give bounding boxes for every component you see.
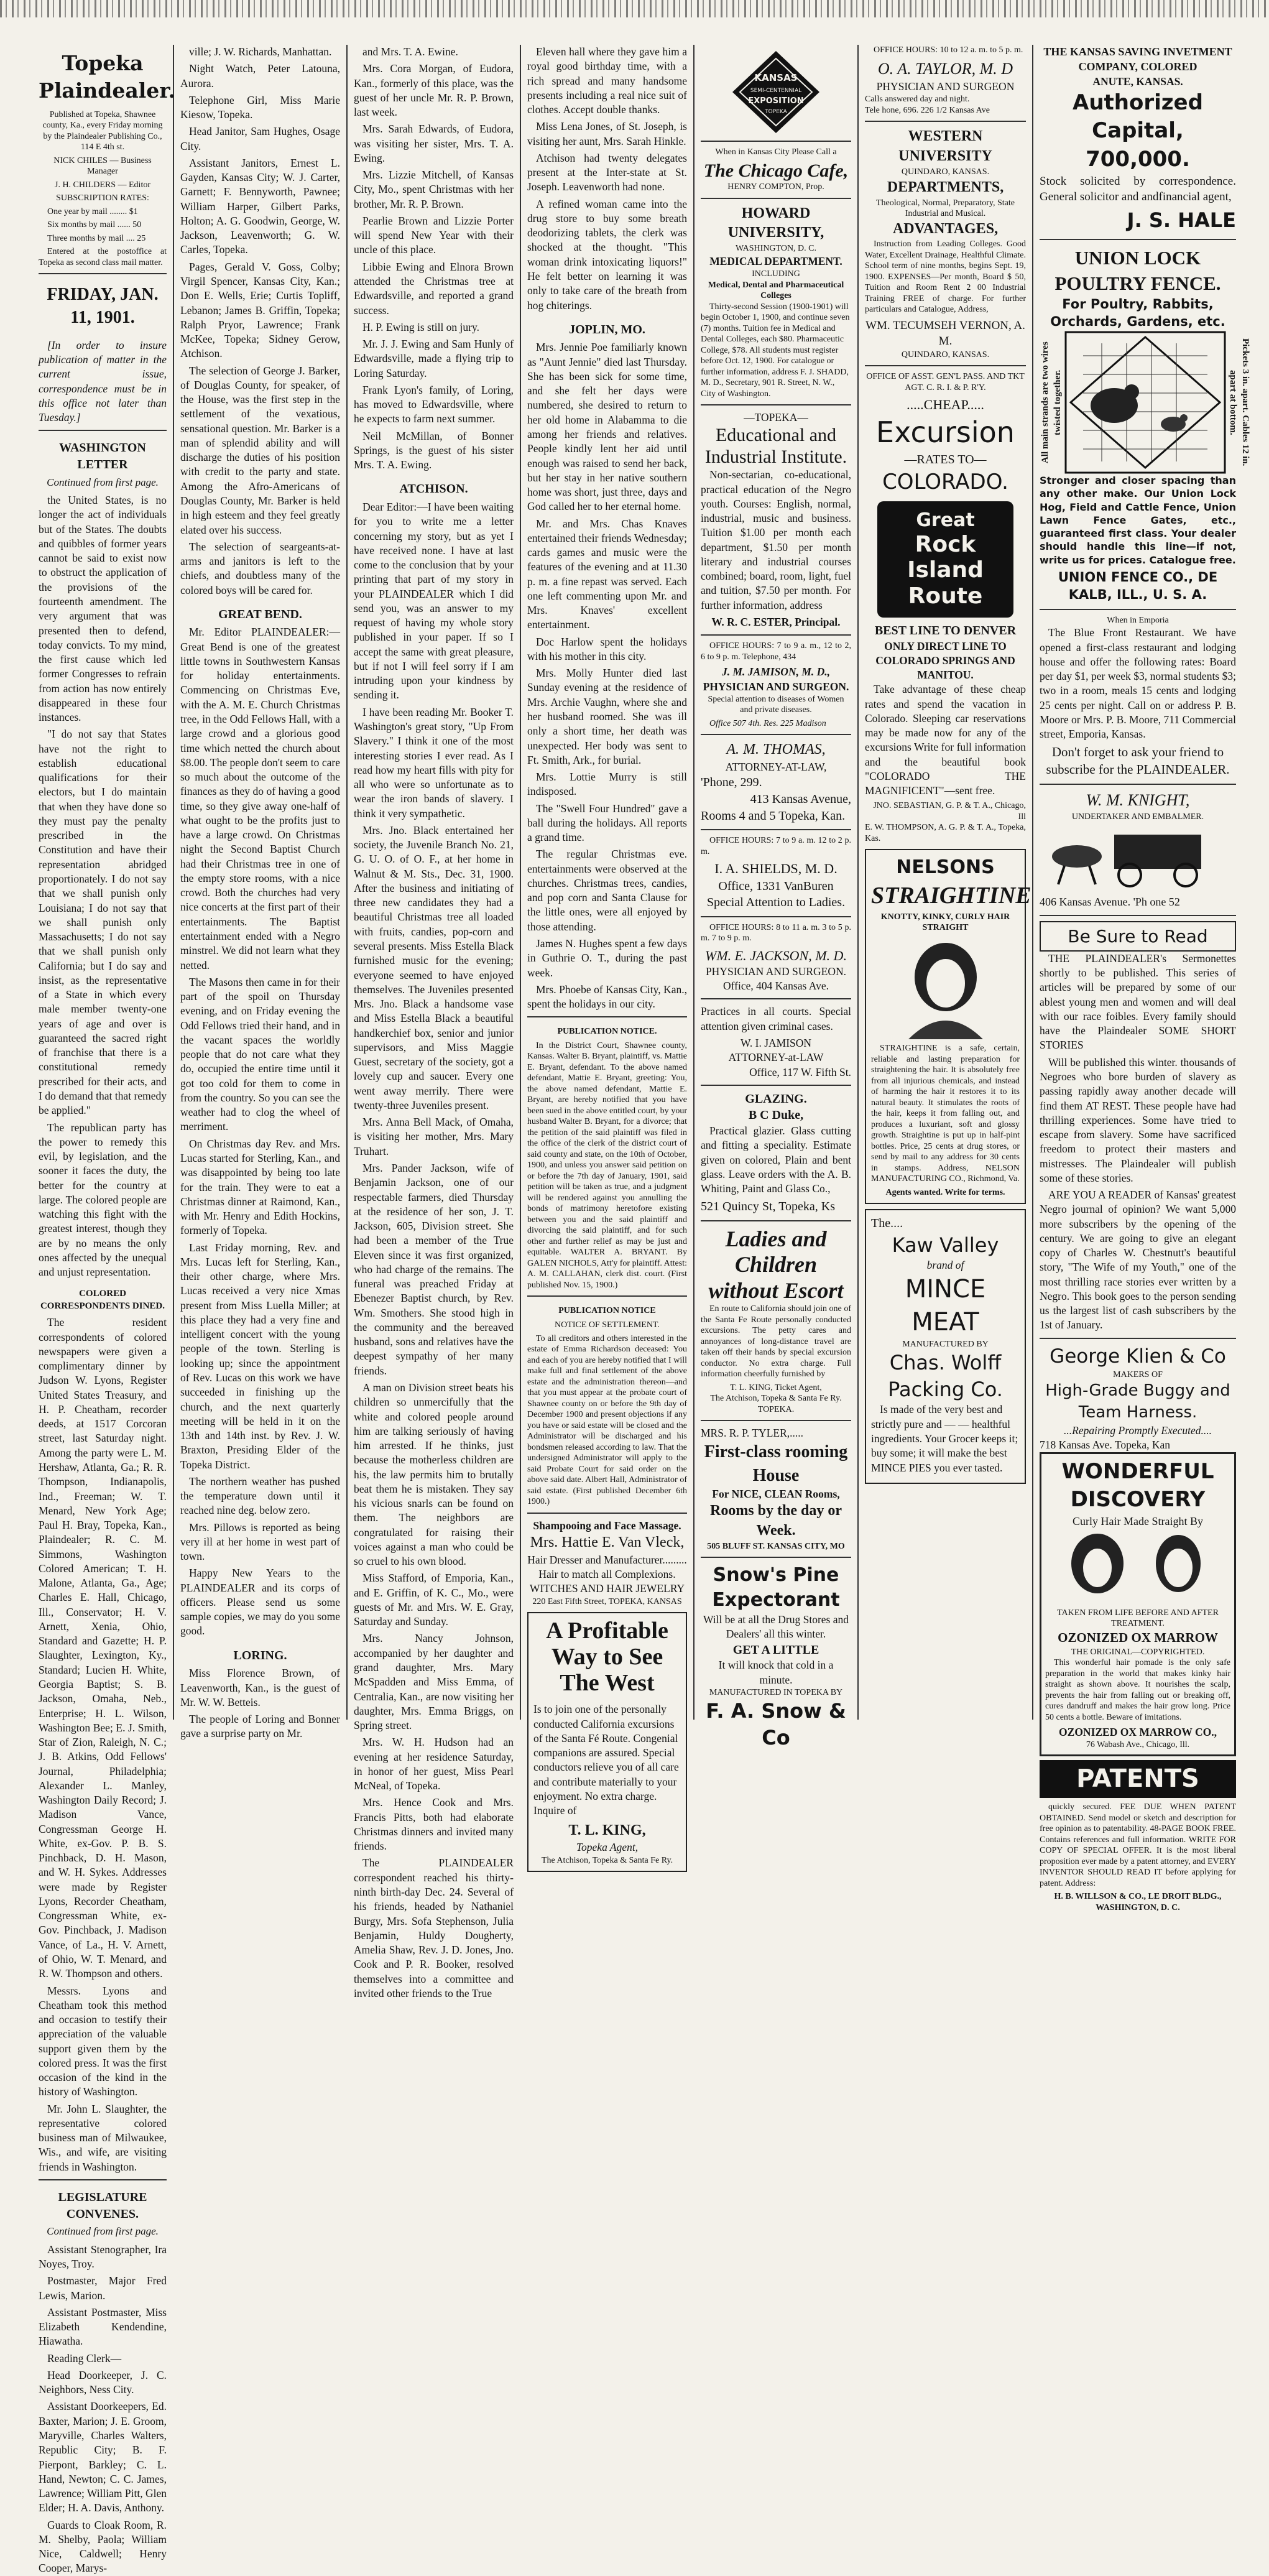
- paragraph: The "Swell Four Hundred" gave a ball during the holidays. All reports a grand time.: [527, 802, 687, 844]
- paragraph: Pages, Gerald V. Goss, Colby; Virgil Spencer, Kansas City, Kan.; Don E. Wells, Erie; Curtis Topliff, Lebanon; James B. Griffin, Topeka; Ralph Pryor, Lawrence; Frank McKee, Topeka; Sidney Gerow, Atchison.: [180, 260, 340, 360]
- ad-body: En route to California should join one of the Santa Fe Route personally conducted excursions. The petty cares and annoyances of long-distance travel are taken off their hands by special excursion conductor. No extra charge. Full information cheerfully furnished by: [701, 1304, 851, 1379]
- ad-line: 521 Quincy St, Topeka, Ks: [701, 1200, 835, 1214]
- before-after-portraits-icon: [1051, 1529, 1225, 1604]
- rate-line: Three months by mail .... 25: [47, 233, 146, 243]
- divider: [39, 2179, 167, 2180]
- patents-banner: PATENTS: [1040, 1760, 1236, 1798]
- office-hours: OFFICE HOURS: 10 to 12 a. m. to 5 p. m.: [874, 45, 1023, 55]
- ladies-children-headline: Ladies and Children without Escort: [708, 1226, 844, 1303]
- paragraph: Miss Florence Brown, of Leavenworth, Kan., is the guest of Mr. W. W. Betteis.: [180, 1667, 340, 1708]
- paragraph: The regular Christmas eve. entertainments were observed at the churches. Christmas trees, candies, and pop corn and Santa Clause for the little ones, were all enjoyed by those attending.: [527, 848, 687, 933]
- authorized-capital: Authorized Capital, 700,000.: [1073, 90, 1203, 172]
- ad-line: Office, 117 W. Fifth St.: [749, 1065, 851, 1078]
- ad-line: UNION FENCE CO., DE KALB, ILL., U. S. A.: [1058, 570, 1218, 602]
- paragraph: H. P. Ewing is still on jury.: [362, 320, 479, 333]
- ad-line: Rooms 4 and 5 Topeka, Kan.: [701, 808, 846, 823]
- paragraph: Messrs. Lyons and Cheatham took this method and occasion to testify their appreciation of the valuable support given them by the colored press. It was the first occasion of the kind in the history of Washington.: [39, 1984, 167, 2098]
- ad-line: For NICE, CLEAN Rooms,: [712, 1487, 840, 1500]
- george-klien-headline: George Klien & Co: [1050, 1345, 1226, 1368]
- paragraph: "I do not say that States have not the right to establish educational qualifications for their electors, but I do maintain that when they have done so they must pay the penalty prescribed in the Constitution and have their representation abridged proportionately. I do not say that we shall punish only Louisiana; I do not say that we shall punish only Massachusetts; I do not say that we shall punish only California; but I do say and insist, as the representative of a State in which every male member twenty-one years of age and over is guaranteed the sacred right of franchise that there is a constitutional remedy prescribed for their acts, and I do demand that that remedy be applied.": [39, 728, 167, 1117]
- ad-line: WITCHES AND HAIR JEWELRY: [529, 1582, 685, 1595]
- office-hours: OFFICE HOURS: 7 to 9 a. m. 12 to 2 p. m.: [701, 836, 851, 856]
- paragraph: and Mrs. T. A. Ewine.: [362, 45, 458, 58]
- ad-line: ADVANTAGES,: [892, 220, 999, 237]
- ad-line: Office 507 4th. Res. 225 Madison: [709, 718, 826, 728]
- divider: [1040, 609, 1236, 610]
- ad-body: Non-sectarian, co-educational, practical education of the Negro youth. Courses: English, normal, industrial, music and business. Tuition $1.00 per month each department, $1.50 per month literary and industrial courses combined; board, room, light, fuel and tuition, $7.50 per month. For further information, address: [701, 468, 851, 611]
- emblem-text: EXPOSITION: [748, 96, 804, 106]
- office-hours: OFFICE HOURS: 7 to 9 a. m., 12 to 2, 6 to 9 p. m. Telephone, 434: [701, 641, 851, 662]
- ad-line: MANUFACTURED BY: [902, 1339, 989, 1349]
- ad-line: Agents wanted. Write for terms.: [885, 1187, 1005, 1197]
- ad-line: —RATES TO—: [904, 453, 987, 467]
- ad-line: UNDERTAKER AND EMBALMER.: [1071, 812, 1204, 822]
- paragraph: The Masons then came in for their part of the spoil on Thursday evening, and on Friday evening the Odd Fellows tried their hand, and in the vacant spaces the worldly people that do not care what they do, occupied the entire time until it got too cold for them to come in from the country. So you can see the weather had to clog the wheel of merriment.: [180, 975, 340, 1133]
- woman-portrait-icon: [884, 934, 1008, 1039]
- ad-line: GLAZING.: [745, 1091, 807, 1106]
- divider: [701, 1220, 851, 1221]
- ad-line: TOPEKA.: [757, 1404, 795, 1414]
- emblem-text: KANSAS: [754, 72, 798, 83]
- divider: [39, 273, 167, 274]
- snows-pine-title: Expectorant: [712, 1589, 840, 1611]
- ad-line: MRS. R. P. TYLER,.....: [701, 1427, 803, 1440]
- ad-line: E. W. THOMPSON, A. G. P. & T. A., Topeka, Kas.: [865, 823, 1026, 843]
- ad-line: High-Grade Buggy and Team Harness.: [1045, 1381, 1230, 1422]
- paragraph: Mrs. Anna Bell Mack, of Omaha, is visiting her mother, Mrs. Mary Truhart.: [354, 1116, 514, 1157]
- paragraph: Mr. Editor PLAINDEALER:—Great Bend is one of the greatest little towns in Southwestern Kansas for holiday entertainments. Commencing on Christmas Eve, with the A. M. E. Church Christmas tree, in the Odd Fellows Hall, with a large crowd and a glorious good time which netted the church about $8.00. The people don't seem to care so much about the outcome of the finances as they do of having a good time, so they give away one-half of what ought to be the profits just to have a large crowd. On Christmas night the Second Baptist Church had their Christmas tree in one of the empty store rooms, with a nice crowd. Both the churches had very nice concerts at the first part of their entertainments. The Baptist entertainment ended with a Negro minstrel. We did not learn what they netted.: [180, 626, 340, 971]
- paragraph: Assistant Janitors, Ernest L. Gayden, Kansas City; W. J. Carter, Garnett; F. Bennyworth, Pawnee; William Harper, Gilbert Parks, Holton; A. G. Goodwin, George, W. Jackson, Leavenworth; G. W. Carles, Topeka.: [180, 156, 340, 256]
- paragraph: Mrs. Jno. Black entertained her society, the Juvenile Branch No. 21, G. U. O. of O. F., at her home in Walnut & M. Sts., Dec. 31, 1900. After the business and initiating of three new candidates they had a beautiful Christmas tree all loaded with fruits, candies, pop-corn and several presents. Miss Estella Black furnished music for the evening; everyone seemed to have enjoyed themselves. The Juveniles presented Mrs. Jno. Black a handsome vase and Miss Estella Black a beautiful handkerchief box, senior and junior supervisors, and Miss Maggie Guest, secretary of the society, got a lovely cup and saucer. Every one went away merrily. There were twenty-three Juveniles present.: [354, 823, 514, 1111]
- ad-line: HOWARD UNIVERSITY,: [727, 205, 824, 241]
- column-2: [174, 45, 348, 1740]
- paragraph: Postmaster, Major Fred Lewis, Marion.: [39, 2274, 167, 2302]
- ad-body: The Blue Front Restaurant. We have opened a first-class restaurant and lodging house and offer the following rates: Board per day $1, per week $3, normal students $3; two in a room, meals 15 cents and lodging 25 cents per night. Call on or address P. B. Moore or Mrs. P. B. Moore, 711 Commercial street, Emporia, Kansas.: [1040, 626, 1236, 741]
- ad-line: Theological, Normal, Preparatory, State Industrial and Musical.: [875, 198, 1015, 219]
- divider: [527, 1016, 687, 1017]
- column-6: [859, 45, 1033, 1720]
- exposition-emblem-icon: [726, 49, 826, 136]
- ad-line: OZONIZED OX MARROW: [1058, 1629, 1218, 1645]
- legal-notice: To all creditors and others interested in the estate of Emma Richardson deceased: You and each of you are hereby notified that I will make full and final settlement of the above estate and the administration thereon—and that you must appear at the probate court of Shawnee county on or before the 9th day of December 1900 and present objections if any you have or said estate will be closed and the Administrator will be discharged and his bondsmen released according to law. That the undersigned Administrator will apply to the said Probate Court for said order on the above said date. Albert Hall, Administrator of said estate. (First published December 6th 1900.): [527, 1333, 687, 1507]
- divider: [701, 829, 851, 830]
- ad-line: J. S. HALE: [1127, 208, 1236, 233]
- ad-line: J. M. JAMISON, M. D.,: [721, 665, 831, 679]
- ad-line: For Poultry, Rabbits, Orchards, Gardens, etc.: [1050, 297, 1225, 330]
- washington-letter-sub: Continued from first page.: [47, 476, 159, 488]
- column-4: [521, 45, 694, 1865]
- ad-body: Is to join one of the personally conducted California excursions of the Santa Fé Route. Congenial companions are assured. Special conductors relieve you of all care and contribute materially to your enjoyment. No extra charge. Inquire of: [533, 1703, 679, 1817]
- paragraph: A refined woman came into the drug store to buy some breath deodorizing tablets, the clerk was shocked at the thought. "This woman drink intoxicating liquors!" He felt better on learning it was only to take care of the breath from hog chiterings.: [527, 197, 687, 312]
- paragraph: The selection of seargeants-at-arms and janitors is left to the chiefs, and doubtless many of the colored boys will be cared for.: [180, 540, 340, 596]
- paragraph: The republican party has the power to remedy this evil, by legislation, and the sooner it faces the duty, the better for the country at large. The colored people are watching this fight with the greatest interest, though they are by no means the only ones affected by the unequal and unjust representation.: [39, 1121, 167, 1279]
- ad-line: Mrs. Hattie E. Van Vleck,: [530, 1534, 685, 1550]
- fence-caption-right: Pickets 3 in. apart. Cables 12 in. apart at bottom.: [1227, 338, 1250, 466]
- ad-line: OFFICE OF ASST. GEN'L PASS. AND TKT AGT. C. R. I. & P. R'Y.: [866, 372, 1025, 392]
- ad-body: This wonderful hair pomade is the only safe preparation in the world that makes kinky hair straight as shown above. It nourishes the scalp, prevents the hair from falling out or breaking off, cures dandruff and makes the hair grow long. Price 50 cents a bottle. Beware of imitations.: [1045, 1658, 1230, 1722]
- paragraph: I have been reading Mr. Booker T. Washington's great story, "Up From Slavery." I think it one of the most interesting stories I ever read. As I read how my heart fills with pity for all who were so unfortunate as to wear the iron bands of slavery. I think it very sympathetic.: [354, 705, 514, 820]
- correspondence-notice: [In order to insure publication of matter in the current issue, correspondence must be in this office not later than Tuesday.]: [39, 338, 167, 424]
- ad-line: WONDERFUL: [1061, 1459, 1214, 1485]
- emblem-text: TOPEKA: [765, 109, 787, 115]
- divider: [527, 1513, 687, 1514]
- ox-marrow-ad: [1040, 1452, 1236, 1756]
- ad-line: .....CHEAP.....: [907, 397, 984, 412]
- chicago-cafe-title: The Chicago Cafe,: [703, 160, 849, 181]
- paragraph: Mrs. Phoebe of Kansas City, Kan., spent the holidays in our city.: [527, 983, 687, 1011]
- paragraph: James N. Hughes spent a few days in Guthrie O. T., during the past week.: [527, 937, 687, 979]
- paragraph: Mr. and Mrs. Chas Knaves entertained their friends Wednesday; cards games and music were the features of the evening and at 11.30 p. m. a fine repast was served. Each one left commenting upon Mr. and Mrs. Knaves' excellent entertainment.: [527, 517, 687, 631]
- ad-line: WASHINGTON, D. C.: [735, 244, 817, 254]
- be-sure-to-read: Be Sure to Read: [1040, 921, 1236, 952]
- paragraph: Head Doorkeeper, J. C. Neighbors, Ness City.: [39, 2368, 167, 2396]
- paragraph: A man on Division street beats his children so unmercifully that the white and colored people around him are talking seriously of having him arrested. If he thinks, just because the motherless children are his, the law permits him to brutally beat them he is mistaken. They say his vicious snarls can be found on them. The neighbors are congratulated for raising their voices against a man who could be so cruel to his own blood.: [354, 1381, 514, 1568]
- paragraph: Assistant Stenographer, Ira Noyes, Troy.: [39, 2243, 167, 2271]
- ad-line: TAKEN FROM LIFE BEFORE AND AFTER TREATMENT.: [1057, 1608, 1219, 1629]
- ad-body: quickly secured. FEE DUE WHEN PATENT OBTAINED. Send model or sketch and description for free opinion as to patentability. 48-PAGE BOOK FREE. Contains references and full information. WRITE FOR COPY OF SPECIAL OFFER. It is the most liberal proposition ever made by a patent attorney, and EVERY INVENTOR SHOULD READ IT before applying for patent. Address:: [1040, 1802, 1236, 1888]
- ad-line: Special attention to diseases of Women and private diseases.: [708, 694, 844, 715]
- ad-body: Thirty-second Session (1900-1901) will begin October 1, 1900, and continue seven (7) months. Tuition fee in Medical and Dental Colleges, each $80. Pharmaceutic College, $78. All students must register before Oct. 12, 1900. For catalogue or further information, address F. J. SHADD, M. D., Secretary, 901 R. Street, N. W., City of Washington.: [701, 302, 850, 399]
- issue-date: FRIDAY, JAN. 11, 1901.: [47, 285, 159, 328]
- paragraph: Mrs. Jennie Poe familiarly known as "Aunt Jennie" died last Thursday. She has been sick for some time, and she felt her days were numbered, she desired to return to her old home in Alabamma to die among her friends and relatives. People kindly lent her aid until enough was raised to send her back, but her stay in her native southern home was short, just three, days and God called her to her eternal home.: [527, 341, 687, 513]
- ad-line: BEST LINE TO DENVER: [874, 623, 1017, 637]
- paragraph: Guards to Cloak Room, R. M. Shelby, Paola; William Nice, Caldwell; Henry Cooper, Marys-: [39, 2518, 167, 2575]
- ad-line: MAKERS OF: [1113, 1369, 1163, 1379]
- divider: [701, 734, 851, 735]
- rate-line: Six months by mail ...... 50: [47, 220, 142, 230]
- paragraph: Mr. J. J. Ewing and Sam Hunly of Edwardsville, made a flying trip to Loring Saturday.: [354, 338, 514, 379]
- paragraph: Atchison had twenty delegates present at the Inter-state at St. Joseph. Leavenworth had none.: [527, 151, 687, 193]
- rates-title: SUBSCRIPTION RATES:: [56, 193, 149, 203]
- ad-body: THE PLAINDEALER's Sermonettes shortly to be published. This series of articles will be prepared by some of our ablest young men and women and will deal with our race foibles. Every family should have the Plaindealer SOME SHORT STORIES: [1040, 952, 1236, 1052]
- paragraph: Mrs. Molly Hunter died last Sunday evening at the residence of Mrs. Archie Vaughn, where she and her husband roomed. She was ill only a short time, her death was unexpected. Her body was sent to Ft. Smith, Ark., for burial.: [527, 667, 687, 766]
- divider: [701, 1557, 851, 1558]
- ad-line: Curly Hair Made Straight By: [1073, 1514, 1203, 1527]
- ad-body: Practical glazier. Glass cutting and fitting a speciality. Estimate given on colored, Plain and bent glass. Leave orders with the A. B. Whiting, Paint and Glass Co.,: [701, 1124, 851, 1195]
- ad-line: QUINDARO, KANSAS.: [901, 167, 990, 177]
- paragraph: Mrs. Pillows is reported as being very ill at her home in west part of town.: [180, 1521, 340, 1563]
- paragraph: The resident correspondents of colored newspapers were given a complimentary dinner by Judson W. Lyons, Register United States Treasury, and H. P. Cheatham, recorder deeds, at 1517 Corcoran street, last Saturday night. Among the party were L. M. Hershaw, Atlanta, Ga.; R. R. Thompson, Indianapolis, Ind., Freeman; W. T. Menard, New York Age; Paul H. Bray, Topeka, Kan., Plaindealer; R. C. M. Simmons, Washington Colored American; T. H. Malone, Atlanta, Ga., Age; Charles E. Hall, Chicago, Ill., Conservator; H. V. Arnett, Xenia, Ohio, Standard and Gazette; H. P. Slaughter, Lexington, Ky., Standard; Lucien H. White, Georgia Baptist; S. B. Jackson, Omaha, Neb., Enterprise; H. L. Wilson, Washington Bee; E. J. Smith, Star of Zion, Raleigh, N. C.; J. B. Atkins, Odd Fellows' Journal, Philadelphia; Alexander L. Manley, Washington Daily Record; J. Madison Vance, Congressman George H. White, ex-Gov. P. B. S. Pinchback, D. H. Mason, and W. H. Sykes. Addresses were made by Register Lyons, Recorder Cheatham, Congressman White, ex-Gov. Pinchback, J. Madison Vance, of La., H. V. Arnett, of Ohio, W. T. Menard, and R. W. Thompson and others.: [39, 1316, 167, 1980]
- ad-line: 413 Kansas Avenue,: [750, 792, 851, 807]
- ad-line: MANUFACTURED IN TOPEKA BY: [709, 1687, 843, 1697]
- legislature-title: LEGISLATURE CONVENES.: [58, 2190, 147, 2221]
- ad-line: WESTERN UNIVERSITY: [898, 128, 992, 165]
- paragraph: Reading Clerk—: [47, 2351, 122, 2365]
- divider: [701, 141, 851, 142]
- ad-line: Special Attention to Ladies.: [706, 896, 846, 910]
- hairdresser-ad: [527, 1519, 687, 1607]
- fence-illustration-row: [1040, 331, 1250, 474]
- ad-line: W. R. C. ESTER, Principal.: [711, 616, 841, 628]
- divider: [39, 430, 167, 431]
- paragraph: Miss Stafford, of Emporia, Kan., and E. Griffin, of K. C., Mo., were guests of Mr. and Mrs. W. E. Gray, Saturday and Sunday.: [354, 1572, 514, 1628]
- masthead-manager: NICK CHILES — Business Manager: [53, 155, 152, 177]
- divider: [865, 365, 1026, 366]
- column-7: [1033, 45, 1250, 1912]
- ad-line: ONLY DIRECT LINE TO COLORADO SPRINGS AND MANITOU.: [875, 639, 1015, 682]
- poultry-fence-icon: [1064, 331, 1226, 474]
- mince-meat-headline: MINCE MEAT: [905, 1274, 986, 1337]
- paragraph: Mr. John L. Slaughter, the representative colored business man of Milwaukee, Wis., and wife, are visiting friends in Washington.: [39, 2102, 167, 2173]
- ad-line: THE ORIGINAL—COPYRIGHTED.: [1071, 1647, 1205, 1657]
- masthead-title: Topeka Plaindealer.: [39, 51, 176, 103]
- ad-line: DEPARTMENTS,: [887, 178, 1004, 195]
- ad-body: STRAIGHTINE is a safe, certain, reliable and lasting preparation for straightening the hair. It is absolutely free from all injurious chemicals, and instead of harming the hair it restores it to its natural beauty. It stimulates the roots of the hair, keeps it from falling out, and produces a luxuriant, soft and glossy growth. Straightine is put up in half-pint bottles. Price, 25 cents at drug stores, or send by mail to any address for 30 cents in stamps. Address, NELSON MANUFACTURING CO., Richmond, Va.: [871, 1044, 1020, 1184]
- column-5: [694, 45, 859, 1749]
- ad-line: I. A. SHIELDS, M. D.: [714, 861, 838, 877]
- paragraph: Mrs. Lottie Murry is still indisposed.: [527, 771, 687, 798]
- paragraph: Eleven hall where they gave him a royal good birthday time, with a rich spread and many handsome presents including a real nice suit of clothes. Accept double thanks.: [527, 45, 687, 116]
- paragraph: Assistant Doorkeepers, Ed. Baxter, Marion; J. E. Groom, Maryville, Charles Walters, Republic City; B. F. Pierpont, Barkley; C. L. Hand, Newton; C. C. James, Lawrence; William Pitt, Glen Elder; H. A. Davis, Anthony.: [39, 2400, 167, 2514]
- ad-line: THE KANSAS SAVING INVETMENT COMPANY, COLORED: [1043, 45, 1232, 73]
- divider: [701, 1085, 851, 1086]
- ad-line: INCLUDING: [752, 269, 800, 279]
- legislature-sub: Continued from first page.: [47, 2225, 159, 2238]
- ad-headline: A Profitable Way to See The West: [546, 1618, 668, 1696]
- paragraph: On Christmas day Rev. and Mrs. Lucas started for Sterling, Kan., and was disappointed by being too late for the train. They were to eat a Christmas dinner at Raimond, Kan., with Mr. Henry and Edith Hockins, formerly of Topeka.: [180, 1137, 340, 1237]
- snows-pine-title: Snow's Pine: [713, 1564, 839, 1587]
- divider: [701, 998, 851, 999]
- paragraph: Mrs. Sarah Edwards, of Eudora, was visiting her sister, Mrs. T. A. Ewing.: [354, 123, 514, 164]
- paragraph: Pearlie Brown and Lizzie Porter will spend New Year with their uncle of this place.: [354, 214, 514, 256]
- divider: [1040, 1338, 1236, 1339]
- atchison-title: ATCHISON.: [399, 482, 468, 496]
- ad-line: OZONIZED OX MARROW CO.,: [1059, 1726, 1217, 1739]
- rate-line: One year by mail ........ $1: [47, 206, 138, 216]
- ad-line: T. L. KING,: [568, 1822, 646, 1838]
- ad-body: Instruction from Leading Colleges. Good Water, Excellent Drainage, Healthful Climate. School term of nine months, begins Sept. 19, 1900. EXPENSES—Per month, Board $ 50, Tuition and Room Rent 2 00 Industrial Training FREE of charge. For further particulars and Catalogue, Address,: [865, 239, 1026, 315]
- ad-line: When in Emporia: [1107, 615, 1169, 625]
- logo-text: Rock Island: [907, 531, 984, 583]
- ad-line: 718 Kansas Ave. Topeka, Kan: [1040, 1438, 1171, 1451]
- hearse-carriage-icon: [1040, 822, 1232, 891]
- great-bend-title: GREAT BEND.: [218, 607, 302, 621]
- ad-line: Hair to match all Complexions.: [538, 1567, 676, 1580]
- ad-line: When in Kansas City Please Call a: [715, 147, 837, 157]
- ad-line: B C Duke,: [748, 1108, 804, 1123]
- divider: [865, 121, 1026, 122]
- ad-line: Kaw Valley: [892, 1233, 999, 1257]
- ad-line: WM. E. JACKSON, M. D.: [705, 947, 847, 963]
- paragraph: Happy New Years to the PLAINDEALER and its corps of officers. Please send us some sample copies, we may do you some good.: [180, 1567, 340, 1638]
- ad-line: QUINDARO, KANSAS.: [901, 350, 990, 359]
- ad-line: W. I. JAMISON: [740, 1037, 812, 1049]
- ad-line: Chas. Wolff Packing Co.: [888, 1351, 1003, 1401]
- paragraph: The selection of George J. Barker, of Douglas County, for speaker, of the House, was the first step in the settlement of the vexatious, sensational question. Mr. Barker is a man of splendid ability and will discharge the duties of his position with credit to the party and state. Among the Afro-Americans of Douglas County, Mr. Barker is held in high esteem and they feel greatly elated over his success.: [180, 364, 340, 536]
- ad-line: ATTORNEY-at-LAW: [728, 1051, 824, 1064]
- office-hours: OFFICE HOURS: 8 to 11 a. m. 3 to 5 p. m. 7 to 9 p. m.: [701, 922, 851, 943]
- ad-line: T. L. KING, Ticket Agent,: [730, 1383, 822, 1392]
- ad-line: WM. TECUMSEH VERNON, A. M.: [865, 318, 1025, 348]
- paragraph: Mrs. Cora Morgan, of Eudora, Kan., formerly of this place, was the guest of her uncle Mr. R. P. Brown, last week.: [354, 62, 514, 119]
- ad-line: GET A LITTLE: [732, 1642, 819, 1657]
- ad-line: O. A. TAYLOR, M. D: [877, 59, 1013, 78]
- nelsons-straightine-ad: [865, 849, 1031, 1204]
- loring-title: LORING.: [233, 1648, 287, 1662]
- paragraph: ville; J. W. Richards, Manhattan.: [189, 45, 332, 58]
- ad-line: Topeka Agent,: [576, 1841, 639, 1854]
- paragraph: Dear Editor:—I have been waiting for you to write me a letter concerning my story, but as yet I have received none. I have at last come to the conclusion that by your printing that part of my story in your PLAINDEALER which I did send you, was an answer to my request of having my whole story published in your paper. If so I accept the same with great pleasure, but if not I will feel sorry if I am intruding upon your kindness by sending it.: [354, 501, 514, 702]
- paragraph: Miss Lena Jones, of St. Joseph, is visiting her aunt, Mrs. Sarah Hinkle.: [527, 120, 687, 147]
- ad-line: The Atchison, Topeka & Santa Fe Ry.: [541, 1855, 673, 1865]
- ad-line: brand of: [926, 1259, 964, 1272]
- ad-line: The Atchison, Topeka & Santa Fe Ry.: [710, 1394, 842, 1404]
- rooming-house-headline: First-class rooming House: [704, 1442, 848, 1485]
- ad-line: Rooms by the day or Week.: [709, 1503, 842, 1539]
- ad-line: Shampooing and Face Massage.: [533, 1519, 681, 1532]
- column-3: [348, 45, 521, 1999]
- ad-line: Calls answered day and night.: [865, 95, 970, 104]
- ad-line: PHYSICIAN AND SURGEON: [876, 80, 1015, 93]
- institute-title: Educational and Industrial Institute.: [704, 425, 847, 467]
- masthead-published: Published at Topeka, Shawnee county, Ka., every Friday morning by the Plaindealer Publishing Co., 114 E 4th st.: [42, 109, 163, 152]
- ad-line: H. B. WILLSON & CO., LE DROIT BLDG., WASHINGTON, D. C.: [1054, 1892, 1222, 1912]
- paragraph: Mrs. Pander Jackson, wife of Benjamin Jackson, one of our respectable farmers, died Thursday at the residence of her son, J. T. Jackson, 605, Division street. She had been a member of the True Eleven since it was first organized, who had charge of the remains. The funeral was preached Friday at Ebenezer Baptist church, by Rev. Wm. Smothers. She stood high in the community and the bereaved husband, sons and relatives have the deepest sympathy of her many friends.: [354, 1161, 514, 1377]
- divider: [701, 916, 851, 917]
- rock-island-logo: [877, 501, 1013, 618]
- santa-fe-west-ad: [527, 1612, 687, 1872]
- ad-line: 76 Wabash Ave., Chicago, Ill.: [1086, 1740, 1190, 1750]
- logo-text: Great: [916, 509, 975, 532]
- ad-line: COLORADO.: [882, 470, 1008, 495]
- divider: [527, 1295, 687, 1297]
- ad-line: 220 East Fifth Street, TOPEKA, KANSAS: [532, 1596, 682, 1606]
- ad-body: Will be published this winter. thousands of Negroes who bore burden of slavery as passing rapidly away another decade will find them AT REST. These people have had thrilling experiences. Some have tried to escape from slavery. Some have sacrificed freedom to protect their masters and mistresses. The Plaindealer will publish some of these stories.: [1040, 1055, 1236, 1184]
- legal-notice: In the District Court, Shawnee county, Kansas. Walter B. Bryant, plaintiff, vs. Mattie E. Bryant, defendant. To the above named defendant, Mattie E. Bryant, greeting: You, the above named defendant, Mattie E. Bryant, are hereby notified that you have been sued in the above entitled court, by your husband Walter B. Bryant, for a divorce; that the petition of the said plaintiff was filed in the office of the clerk of the district court of said county and state, on the 10th of October, 1900, and unless you answer said petition on or before the 7th day of January, 1901, said petition will be taken as true, and a judgment will be rendered against you annulling the bonds of matrimony heretofore existing between you and the said plaintiff and divorcing the said plaintiff, and for such other and further relief as may be just and equitable. WALTER A. BRYANT. By GALEN NICHOLS, Att'y for plaintiff. Attest: A. M. CALLAHAN, clerk dist. court. (First published Nov. 15, 1900.): [527, 1040, 687, 1290]
- ad-line: 406 Kansas Avenue. 'Ph one 52: [1040, 895, 1180, 908]
- ad-line: DISCOVERY: [1070, 1487, 1206, 1513]
- howard-university-ad: [701, 204, 851, 400]
- ad-body: Practices in all courts. Special attention given criminal cases.: [701, 1005, 851, 1032]
- emblem-text: SEMI-CENTENNIAL: [750, 88, 802, 94]
- paragraph: Mrs. Lizzie Mitchell, of Kansas City, Mo., spent Christmas with her brother, Mr. R. P. Brown.: [354, 169, 514, 210]
- logo-text: Route: [908, 583, 983, 609]
- paragraph: Mrs. Nancy Johnson, accompanied by her daughter and grand daughter, Mrs. Mary McSpadden and Miss Emma, of Centralia, Kan., are now visiting her daughter, Mrs. Emma Briggs, on Spring street.: [354, 1632, 514, 1732]
- paragraph: Frank Lyon's family, of Loring, has moved to Edwardsville, where he expects to farm next summer.: [354, 383, 514, 425]
- divider: [701, 404, 851, 405]
- union-lock-headline: UNION LOCK POULTRY FENCE.: [1054, 246, 1221, 295]
- ad-line: ATTORNEY-AT-LAW,: [725, 761, 827, 774]
- paragraph: Mrs. Hence Cook and Mrs. Francis Pitts, both had elaborate Christmas dinners and invited many friends.: [354, 1796, 514, 1853]
- ad-line: Office, 1331 VanBuren: [718, 879, 834, 893]
- excursion-headline: Excursion: [876, 415, 1015, 450]
- paragraph: The northern weather has pushed the temperature down until it reached nine deg. below zero.: [180, 1475, 340, 1517]
- ad-line: 'Phone, 299.: [701, 776, 762, 790]
- divider: [1040, 239, 1236, 240]
- paragraph: Night Watch, Peter Latouna, Aurora.: [180, 62, 340, 90]
- ad-line: Medical, Dental and Pharmaceutical Colleges: [708, 280, 844, 301]
- kaw-valley-ad: [865, 1209, 1026, 1484]
- paragraph: Libbie Ewing and Elnora Brown attended the Christmas tree at Edwardsville, and reported a grand success.: [354, 260, 514, 317]
- ad-line: W. M. KNIGHT,: [1086, 791, 1190, 810]
- ad-line: STRAIGHTINE: [871, 883, 1031, 909]
- ad-line: HENRY COMPTON, Prop.: [727, 182, 824, 192]
- ad-line: Tele hone, 696. 226 1/2 Kansas Ave: [865, 105, 990, 115]
- ad-body: Take advantage of these cheap rates and spend the vacation in Colorado. Sleeping car reservations may be made now for any of the excursions Write for full information and the beautiful book "COLORADO THE MAGNIFICENT"—sent free.: [865, 683, 1026, 797]
- ad-line: The....: [871, 1216, 903, 1231]
- ad-line: ...Repairing Promptly Executed....: [1064, 1424, 1212, 1437]
- entered-note: Entered at the postoffice at Topeka as second class mail matter.: [39, 247, 167, 267]
- paragraph: the United States, is no longer the act of individuals but of the States. The doubts and quibbles of former years cannot be said to exist now to obstruct the application of the provisions of the fourteenth amendment. The very argument that was presented then to defend, today convicts. To my mind, the first cause which led former Congresses to refrain from action has now entirely disappeared in these four instances.: [39, 494, 167, 724]
- ad-body: Is made of the very best and strictly pure and — — healthful ingredients. Your Grocer keeps it; buy some; it will make the best MINCE PIES you ever tasted.: [871, 1403, 1018, 1474]
- publication-notice-title: PUBLICATION NOTICE.: [557, 1027, 657, 1037]
- paragraph: The PLAINDEALER correspondent reached his thirty-ninth birth-day Dec. 24. Several of his friends, headed by Nathaniel Burgy, Mrs. Sofa Stephenson, Julia Benjamin, Huldy Dougherty, Amelia Shaw, Rev. J. D. Jones, Jno. Cook and P. R. Booker, resolved themselves into a committee and invited other friends to the True: [354, 1856, 514, 1999]
- ad-line: PHYSICIAN AND SURGEON.: [703, 680, 849, 693]
- ad-line: PHYSICIAN AND SURGEON.: [705, 965, 847, 978]
- ad-line: Office, 404 Kansas Ave.: [723, 980, 829, 993]
- ad-line: —TOPEKA—: [744, 411, 808, 424]
- publication-notice-title: PUBLICATION NOTICE: [558, 1306, 656, 1316]
- ad-line: Will be at all the Drug Stores and Dealers' all this winter.: [703, 1613, 849, 1641]
- fence-caption-left: All main strands are two wires twisted together.: [1040, 341, 1063, 464]
- paragraph: Mrs. W. H. Hudson had an evening at her residence Saturday, in honor of her guest, Miss Pearl McNeal, of Topeka.: [354, 1736, 514, 1792]
- masthead-editor: J. H. CHILDERS — Editor: [55, 180, 150, 190]
- torn-top-edge: [0, 0, 1269, 17]
- notice-sub: NOTICE OF SETTLEMENT.: [555, 1320, 660, 1330]
- divider: [701, 1420, 851, 1421]
- paragraph: Telephone Girl, Miss Marie Kiesow, Topeka.: [180, 93, 340, 121]
- ad-line: 505 BLUFF ST. KANSAS CITY, MO: [707, 1541, 845, 1551]
- ad-line: It will knock that cold in a minute.: [718, 1659, 834, 1686]
- paragraph: Assistant Postmaster, Miss Elizabeth Kendendine, Hiawatha.: [39, 2305, 167, 2348]
- ad-line: NELSONS: [896, 856, 995, 879]
- ad-line: Hair Dresser and Manufacturer.........: [527, 1553, 687, 1566]
- washington-letter-title: WASHINGTON LETTER: [59, 441, 146, 471]
- correspondents-dined-title: COLORED CORRESPONDENTS DINED.: [40, 1289, 165, 1312]
- divider: [1040, 784, 1236, 785]
- joplin-title: JOPLIN, MO.: [569, 322, 645, 336]
- divider: [1040, 915, 1236, 916]
- ad-body: Don't forget to ask your friend to subscribe for the PLAINDEALER.: [1046, 744, 1230, 777]
- ad-body: ARE YOU A READER of Kansas' greatest Negro journal of opinion? We want 5,000 more subscribers by the opening of the century. We are going to give an elegant copy of Charles W. Chestnutt's beautiful story, "The Wife of my Youth," one of the most thrilling race stories ever written by a Negro. This book goes to the person sending us the largest list of cash subscribers by the 1st of January.: [1040, 1188, 1236, 1332]
- paragraph: Doc Harlow spent the holidays with his mother in this city.: [527, 635, 687, 662]
- paragraph: The people of Loring and Bonner gave a surprise party on Mr.: [180, 1713, 340, 1740]
- ad-line: JNO. SEBASTIAN, G. P. & T. A., Chicago, Ill: [873, 801, 1026, 822]
- column-1: [32, 45, 176, 2575]
- divider: [701, 198, 851, 199]
- ad-line: F. A. Snow & Co: [706, 1699, 846, 1749]
- ad-line: A. M. THOMAS,: [726, 741, 826, 758]
- divider: [701, 634, 851, 636]
- paragraph: Last Friday morning, Rev. and Mrs. Lucas left for Sterling, Kan., their other charge, where Mrs. Lucas received a very nice Xmas present from Miss Luella Miller; at this place they had a very fine and intelligent concert with the young people of the town. Sterling is looking up; since the appointment of Rev. Lucas on this work we have succeeded in finishing up the church, and the next quarterly meeting will be held in it on the 13th and 14th inst. by Rev. J. W. Braxton, Presiding Elder of the Topeka District.: [180, 1241, 340, 1471]
- ad-line: KNOTTY, KINKY, CURLY HAIR STRAIGHT: [880, 912, 1010, 933]
- ad-body: Stock solicited by correspondence. General solicitor and andfinancial agent,: [1040, 174, 1236, 204]
- paragraph: Neil McMillan, of Bonner Springs, is the guest of his sister Mrs. T. A. Ewing.: [354, 429, 514, 471]
- ad-line: ANUTE, KANSAS.: [1092, 75, 1183, 88]
- ad-body: Stronger and closer spacing than any other make. Our Union Lock Hog, Field and Cattle Fence, Union Lawn Fence Gates, etc., guaranteed first class. Your dealer should handle this line—if not, write us for prices. Catalogue free.: [1040, 475, 1236, 566]
- ad-line: MEDICAL DEPARTMENT.: [709, 254, 842, 267]
- paragraph: Head Janitor, Sam Hughes, Osage City.: [180, 125, 340, 152]
